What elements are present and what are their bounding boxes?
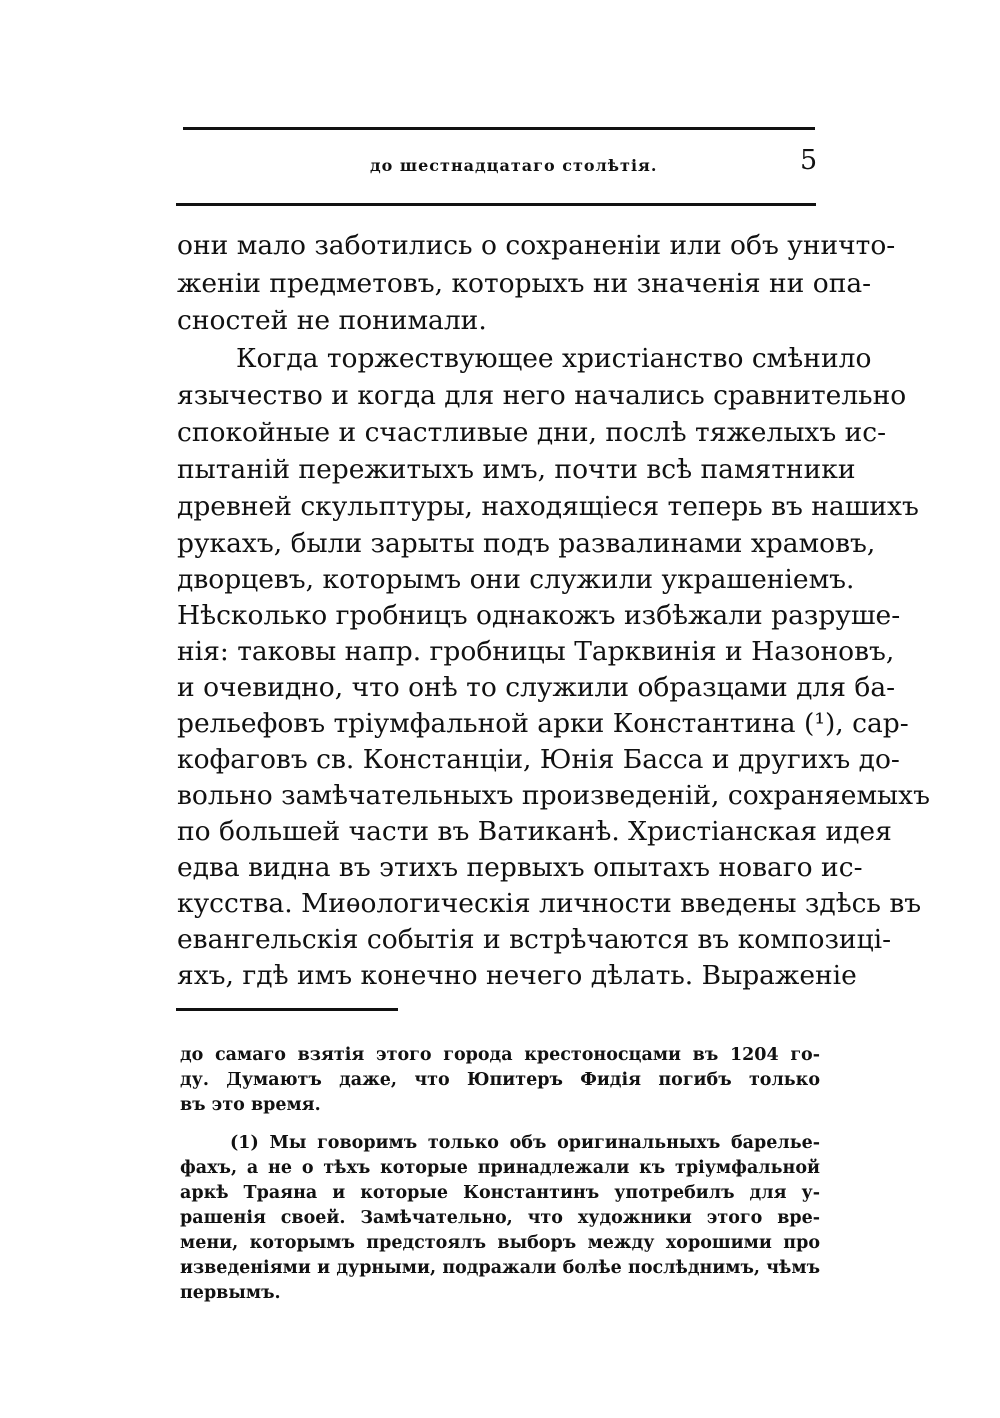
body-line: рукахъ, были зарыты подъ развалинами храмовъ,: [177, 528, 876, 559]
body-line: Когда торжествующее христіанство смѣнило: [236, 343, 872, 374]
header-bottom-rule: [176, 203, 816, 206]
footnote-line: изведеніями и дурными, подражали болѣе послѣднимъ, чѣмъ: [180, 1258, 820, 1278]
body-line: язычество и когда для него начались сравнительно: [177, 380, 907, 411]
header-top-rule: [183, 127, 815, 130]
body-line: сностей не понимали.: [177, 305, 487, 336]
body-line: кусства. Миѳологическія личности введены здѣсь въ: [177, 888, 922, 919]
body-line: евангельскія событія и встрѣчаются въ композиці-: [177, 924, 892, 955]
body-line: по большей части въ Ватиканѣ. Христіанская идея: [177, 816, 892, 847]
body-line: кофаговъ св. Констанціи, Юнія Басса и другихъ до-: [177, 744, 900, 775]
body-line: спокойные и счастливые дни, послѣ тяжелыхъ ис-: [177, 417, 887, 448]
body-line: рельефовъ тріумфальной арки Константина (¹), сар-: [177, 708, 909, 739]
footnote-line: фахъ, а не о тѣхъ которые принадлежали къ тріумфальной: [180, 1158, 820, 1178]
footnote-line: до самаго взятія этого города крестоносцами въ 1204 го-: [180, 1045, 820, 1065]
footnote-line: мени, которымъ предстоялъ выборъ между хорошими про: [180, 1233, 820, 1253]
page-number: 5: [800, 145, 818, 176]
body-line: дворцевъ, которымъ они служили украшеніемъ.: [177, 564, 855, 595]
body-line: Нѣсколько гробницъ однакожъ избѣжали разруше-: [177, 600, 901, 631]
footnote-line: ду. Думаютъ даже, что Юпитеръ Фидія погибъ только: [180, 1070, 820, 1090]
body-line: яхъ, гдѣ имъ конечно нечего дѣлать. Выраженіе: [177, 960, 857, 991]
body-line: древней скульптуры, находящіеся теперь въ нашихъ: [177, 491, 919, 522]
footnote-line: первымъ.: [180, 1283, 281, 1303]
footnote-rule: [176, 1008, 398, 1011]
body-line: нія: таковы напр. гробницы Тарквинія и Назоновъ,: [177, 636, 895, 667]
body-line: женіи предметовъ, которыхъ ни значенія ни опа-: [177, 268, 872, 299]
footnote-line: въ это время.: [180, 1095, 321, 1115]
body-line: вольно замѣчательныхъ произведеній, сохраняемыхъ: [177, 780, 930, 811]
body-line: они мало заботились о сохраненіи или объ уничто-: [177, 230, 896, 261]
body-line: и очевидно, что онѣ то служили образцами для ба-: [177, 672, 896, 703]
running-head: до шестнадцатаго столѣтія.: [370, 156, 658, 175]
body-line: едва видна въ этихъ первыхъ опытахъ новаго ис-: [177, 852, 863, 883]
footnote-line: рашенія своей. Замѣчательно, что художники этого вре-: [180, 1208, 820, 1228]
footnote-line: (1) Мы говоримъ только объ оригинальныхъ барелье-: [230, 1133, 820, 1153]
footnote-line: аркѣ Траяна и которые Константинъ употребилъ для у-: [180, 1183, 820, 1203]
body-line: пытаній пережитыхъ имъ, почти всѣ памятники: [177, 454, 856, 485]
